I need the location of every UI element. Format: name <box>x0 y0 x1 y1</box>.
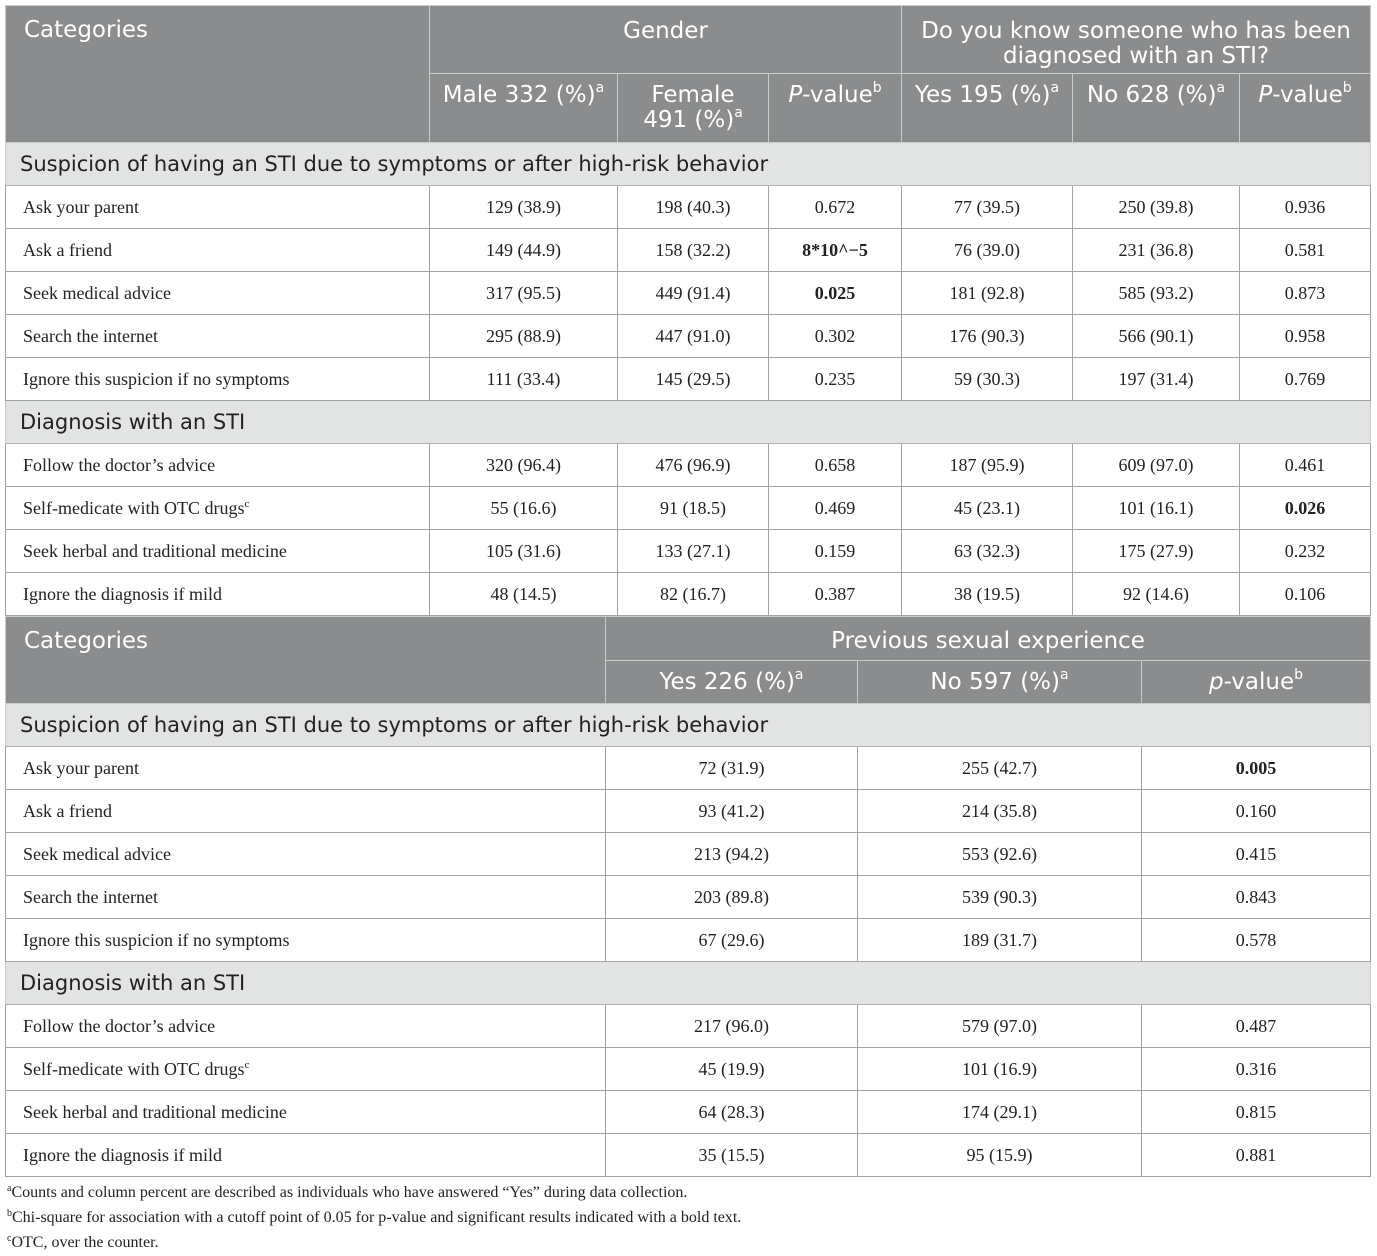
table-cell: 317 (95.5) <box>430 272 618 315</box>
table-cell: 447 (91.0) <box>618 315 769 358</box>
table-cell: 0.316 <box>1142 1048 1371 1091</box>
row-label: Ask your parent <box>6 186 430 229</box>
row-label: Seek medical advice <box>6 833 606 876</box>
table-cell: 449 (91.4) <box>618 272 769 315</box>
table-cell: 0.302 <box>769 315 902 358</box>
table-row <box>6 1091 1371 1134</box>
table-row <box>6 186 1371 229</box>
section-title: Suspicion of having an STI due to symptoms or after high-risk behavior <box>6 704 1371 747</box>
table-gender-knowledge <box>5 5 1371 616</box>
table-cell: 92 (14.6) <box>1073 573 1240 616</box>
table-cell-significant: 0.026 <box>1240 487 1371 530</box>
previous-experience-header: Previous sexual experience <box>606 617 1371 661</box>
no-header: No 597 (%)$^a$ <box>858 661 1142 704</box>
table-cell: 93 (41.2) <box>606 790 858 833</box>
table-cell: 255 (42.7) <box>858 747 1142 790</box>
row-label: Ignore the diagnosis if mild <box>6 1134 606 1177</box>
table-row <box>6 315 1371 358</box>
table-cell: 579 (97.0) <box>858 1005 1142 1048</box>
row-label: Seek herbal and traditional medicine <box>6 530 430 573</box>
row-label: Self-medicate with OTC drugs$^c$ <box>6 487 430 530</box>
table-cell: 0.160 <box>1142 790 1371 833</box>
table-row <box>6 919 1371 962</box>
male-header: Male 332 (%)$^a$ <box>430 74 618 143</box>
table-row <box>6 1005 1371 1048</box>
table-cell: 231 (36.8) <box>1073 229 1240 272</box>
table-row <box>6 530 1371 573</box>
table-cell: 214 (35.8) <box>858 790 1142 833</box>
table-cell: 133 (27.1) <box>618 530 769 573</box>
table-cell: 111 (33.4) <box>430 358 618 401</box>
table-cell: 609 (97.0) <box>1073 444 1240 487</box>
table-cell: 77 (39.5) <box>902 186 1073 229</box>
table-cell: 67 (29.6) <box>606 919 858 962</box>
row-label: Seek medical advice <box>6 272 430 315</box>
gender-pvalue-header: P-value$^b$ <box>769 74 902 143</box>
table-cell: 176 (90.3) <box>902 315 1073 358</box>
row-label: Search the internet <box>6 315 430 358</box>
table-cell: 0.672 <box>769 186 902 229</box>
table-cell-significant: 8*10^−5 <box>769 229 902 272</box>
table-cell: 0.881 <box>1142 1134 1371 1177</box>
table-cell: 553 (92.6) <box>858 833 1142 876</box>
table-cell: 55 (16.6) <box>430 487 618 530</box>
table-cell: 64 (28.3) <box>606 1091 858 1134</box>
table-row <box>6 1134 1371 1177</box>
table-cell: 566 (90.1) <box>1073 315 1240 358</box>
categories-header: Categories <box>6 617 606 704</box>
table-cell: 0.469 <box>769 487 902 530</box>
row-label: Self-medicate with OTC drugs$^c$ <box>6 1048 606 1091</box>
table-cell: 0.232 <box>1240 530 1371 573</box>
table-cell: 476 (96.9) <box>618 444 769 487</box>
row-label: Follow the doctor’s advice <box>6 444 430 487</box>
table-cell: 0.578 <box>1142 919 1371 962</box>
table-cell: 48 (14.5) <box>430 573 618 616</box>
table-cell: 0.581 <box>1240 229 1371 272</box>
table-row <box>6 790 1371 833</box>
yes-header: Yes 226 (%)$^a$ <box>606 661 858 704</box>
table-cell: 0.415 <box>1142 833 1371 876</box>
row-label: Ask a friend <box>6 790 606 833</box>
table-cell: 0.159 <box>769 530 902 573</box>
table-row <box>6 1048 1371 1091</box>
table-row <box>6 358 1371 401</box>
table-cell: 539 (90.3) <box>858 876 1142 919</box>
table-cell: 72 (31.9) <box>606 747 858 790</box>
table-cell: 59 (30.3) <box>902 358 1073 401</box>
table-cell: 0.387 <box>769 573 902 616</box>
table-cell: 145 (29.5) <box>618 358 769 401</box>
section-title: Diagnosis with an STI <box>6 962 1371 1005</box>
section-title: Diagnosis with an STI <box>6 401 1371 444</box>
table-row <box>6 487 1371 530</box>
table-cell: 585 (93.2) <box>1073 272 1240 315</box>
table-row <box>6 747 1371 790</box>
table-cell: 0.873 <box>1240 272 1371 315</box>
table-cell: 197 (31.4) <box>1073 358 1240 401</box>
table-cell: 175 (27.9) <box>1073 530 1240 573</box>
know-someone-header: Do you know someone who has been diagnosed with an STI? <box>902 6 1371 74</box>
table-cell: 101 (16.9) <box>858 1048 1142 1091</box>
categories-header: Categories <box>6 6 430 143</box>
table-cell: 0.815 <box>1142 1091 1371 1134</box>
table-row <box>6 833 1371 876</box>
table-cell: 217 (96.0) <box>606 1005 858 1048</box>
table-row <box>6 573 1371 616</box>
table-cell: 0.235 <box>769 358 902 401</box>
know-pvalue-header: P-value$^b$ <box>1240 74 1371 143</box>
table-sexual-experience <box>5 616 1371 1177</box>
table-cell: 295 (88.9) <box>430 315 618 358</box>
yes-header: Yes 195 (%)$^a$ <box>902 74 1073 143</box>
table-cell: 203 (89.8) <box>606 876 858 919</box>
table-cell: 45 (19.9) <box>606 1048 858 1091</box>
table-cell: 76 (39.0) <box>902 229 1073 272</box>
table-cell: 82 (16.7) <box>618 573 769 616</box>
table-cell: 320 (96.4) <box>430 444 618 487</box>
table-cell: 63 (32.3) <box>902 530 1073 573</box>
table-row <box>6 272 1371 315</box>
row-label: Follow the doctor’s advice <box>6 1005 606 1048</box>
table-cell: 149 (44.9) <box>430 229 618 272</box>
table-cell: 0.658 <box>769 444 902 487</box>
table-cell: 91 (18.5) <box>618 487 769 530</box>
table-cell: 38 (19.5) <box>902 573 1073 616</box>
table-cell: 0.461 <box>1240 444 1371 487</box>
tables-container <box>5 5 1370 1177</box>
section-title: Suspicion of having an STI due to symptoms or after high-risk behavior <box>6 143 1371 186</box>
table-cell: 181 (92.8) <box>902 272 1073 315</box>
row-label: Ignore this suspicion if no symptoms <box>6 919 606 962</box>
table-cell: 213 (94.2) <box>606 833 858 876</box>
table-cell: 158 (32.2) <box>618 229 769 272</box>
footnote-b: $^b$Chi-square for association with a cutoff point of 0.05 for p-value and significant results indicated with a bold text. <box>7 1208 742 1226</box>
row-label: Search the internet <box>6 876 606 919</box>
table-cell: 95 (15.9) <box>858 1134 1142 1177</box>
footnote-a: $^a$Counts and column percent are described as individuals who have answered “Yes” during data collection. <box>7 1183 688 1201</box>
row-label: Ignore the diagnosis if mild <box>6 573 430 616</box>
table-cell: 0.487 <box>1142 1005 1371 1048</box>
table-cell: 0.936 <box>1240 186 1371 229</box>
pvalue-header: p-value$^b$ <box>1142 661 1371 704</box>
gender-header: Gender <box>430 6 902 74</box>
row-label: Seek herbal and traditional medicine <box>6 1091 606 1134</box>
row-label: Ask a friend <box>6 229 430 272</box>
row-label: Ignore this suspicion if no symptoms <box>6 358 430 401</box>
table-row <box>6 229 1371 272</box>
table-cell: 101 (16.1) <box>1073 487 1240 530</box>
table-cell: 187 (95.9) <box>902 444 1073 487</box>
female-header: Female 491 (%)$^a$ <box>618 74 769 143</box>
table-cell: 189 (31.7) <box>858 919 1142 962</box>
table-cell: 0.958 <box>1240 315 1371 358</box>
table-row <box>6 444 1371 487</box>
row-label: Ask your parent <box>6 747 606 790</box>
table-cell: 198 (40.3) <box>618 186 769 229</box>
table-cell: 35 (15.5) <box>606 1134 858 1177</box>
table-cell: 174 (29.1) <box>858 1091 1142 1134</box>
table-cell: 250 (39.8) <box>1073 186 1240 229</box>
table-cell: 45 (23.1) <box>902 487 1073 530</box>
table-cell: 129 (38.9) <box>430 186 618 229</box>
table-cell-significant: 0.005 <box>1142 747 1371 790</box>
table-cell-significant: 0.025 <box>769 272 902 315</box>
no-header: No 628 (%)$^a$ <box>1073 74 1240 143</box>
table-cell: 105 (31.6) <box>430 530 618 573</box>
table-cell: 0.769 <box>1240 358 1371 401</box>
footnote-c: $^c$OTC, over the counter. <box>7 1233 159 1251</box>
table-row <box>6 876 1371 919</box>
table-cell: 0.843 <box>1142 876 1371 919</box>
table-cell: 0.106 <box>1240 573 1371 616</box>
